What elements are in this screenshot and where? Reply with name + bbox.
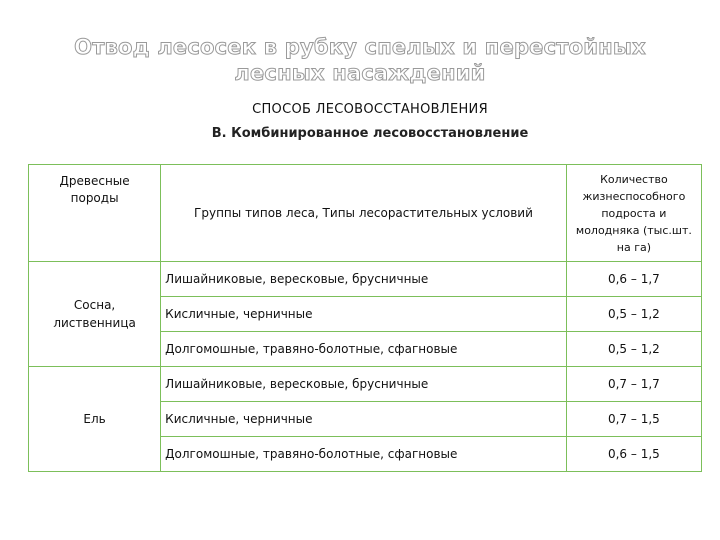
- method-subheading: В. Комбинированное лесовосстановление: [211, 126, 529, 141]
- header-groups: Группы типов леса, Типы лесорастительных условий: [161, 165, 567, 262]
- method-heading: СПОСОБ ЛЕСОВОССТАНОВЛЕНИЯ: [252, 102, 488, 117]
- group-cell: Долгомошные, травяно-болотные, сфагновые: [161, 437, 567, 472]
- header-count: Количество жизнеспособного подроста и молодняка (тыс.шт. на га): [566, 165, 701, 262]
- slide-title: Отвод лесосек в рубку спелых и перестойных лесных насаждений: [74, 35, 646, 85]
- regeneration-table: [28, 164, 702, 472]
- value-cell: 0,6 – 1,5: [566, 437, 701, 472]
- group-cell: Лишайниковые, вересковые, брусничные: [161, 262, 567, 297]
- group-cell: Кисличные, черничные: [161, 297, 567, 332]
- header-species: Древесные породы: [29, 165, 161, 262]
- value-cell: 0,5 – 1,2: [566, 297, 701, 332]
- species-cell: Ель: [29, 367, 161, 472]
- group-cell: Лишайниковые, вересковые, брусничные: [161, 367, 567, 402]
- table-row: [29, 262, 702, 297]
- group-cell: Долгомошные, травяно-болотные, сфагновые: [161, 332, 567, 367]
- value-cell: 0,6 – 1,7: [566, 262, 701, 297]
- table-header-row: [29, 165, 702, 262]
- table-row: [29, 367, 702, 402]
- group-cell: Кисличные, черничные: [161, 402, 567, 437]
- value-cell: 0,5 – 1,2: [566, 332, 701, 367]
- species-cell: Сосна, лиственница: [29, 262, 161, 367]
- value-cell: 0,7 – 1,5: [566, 402, 701, 437]
- value-cell: 0,7 – 1,7: [566, 367, 701, 402]
